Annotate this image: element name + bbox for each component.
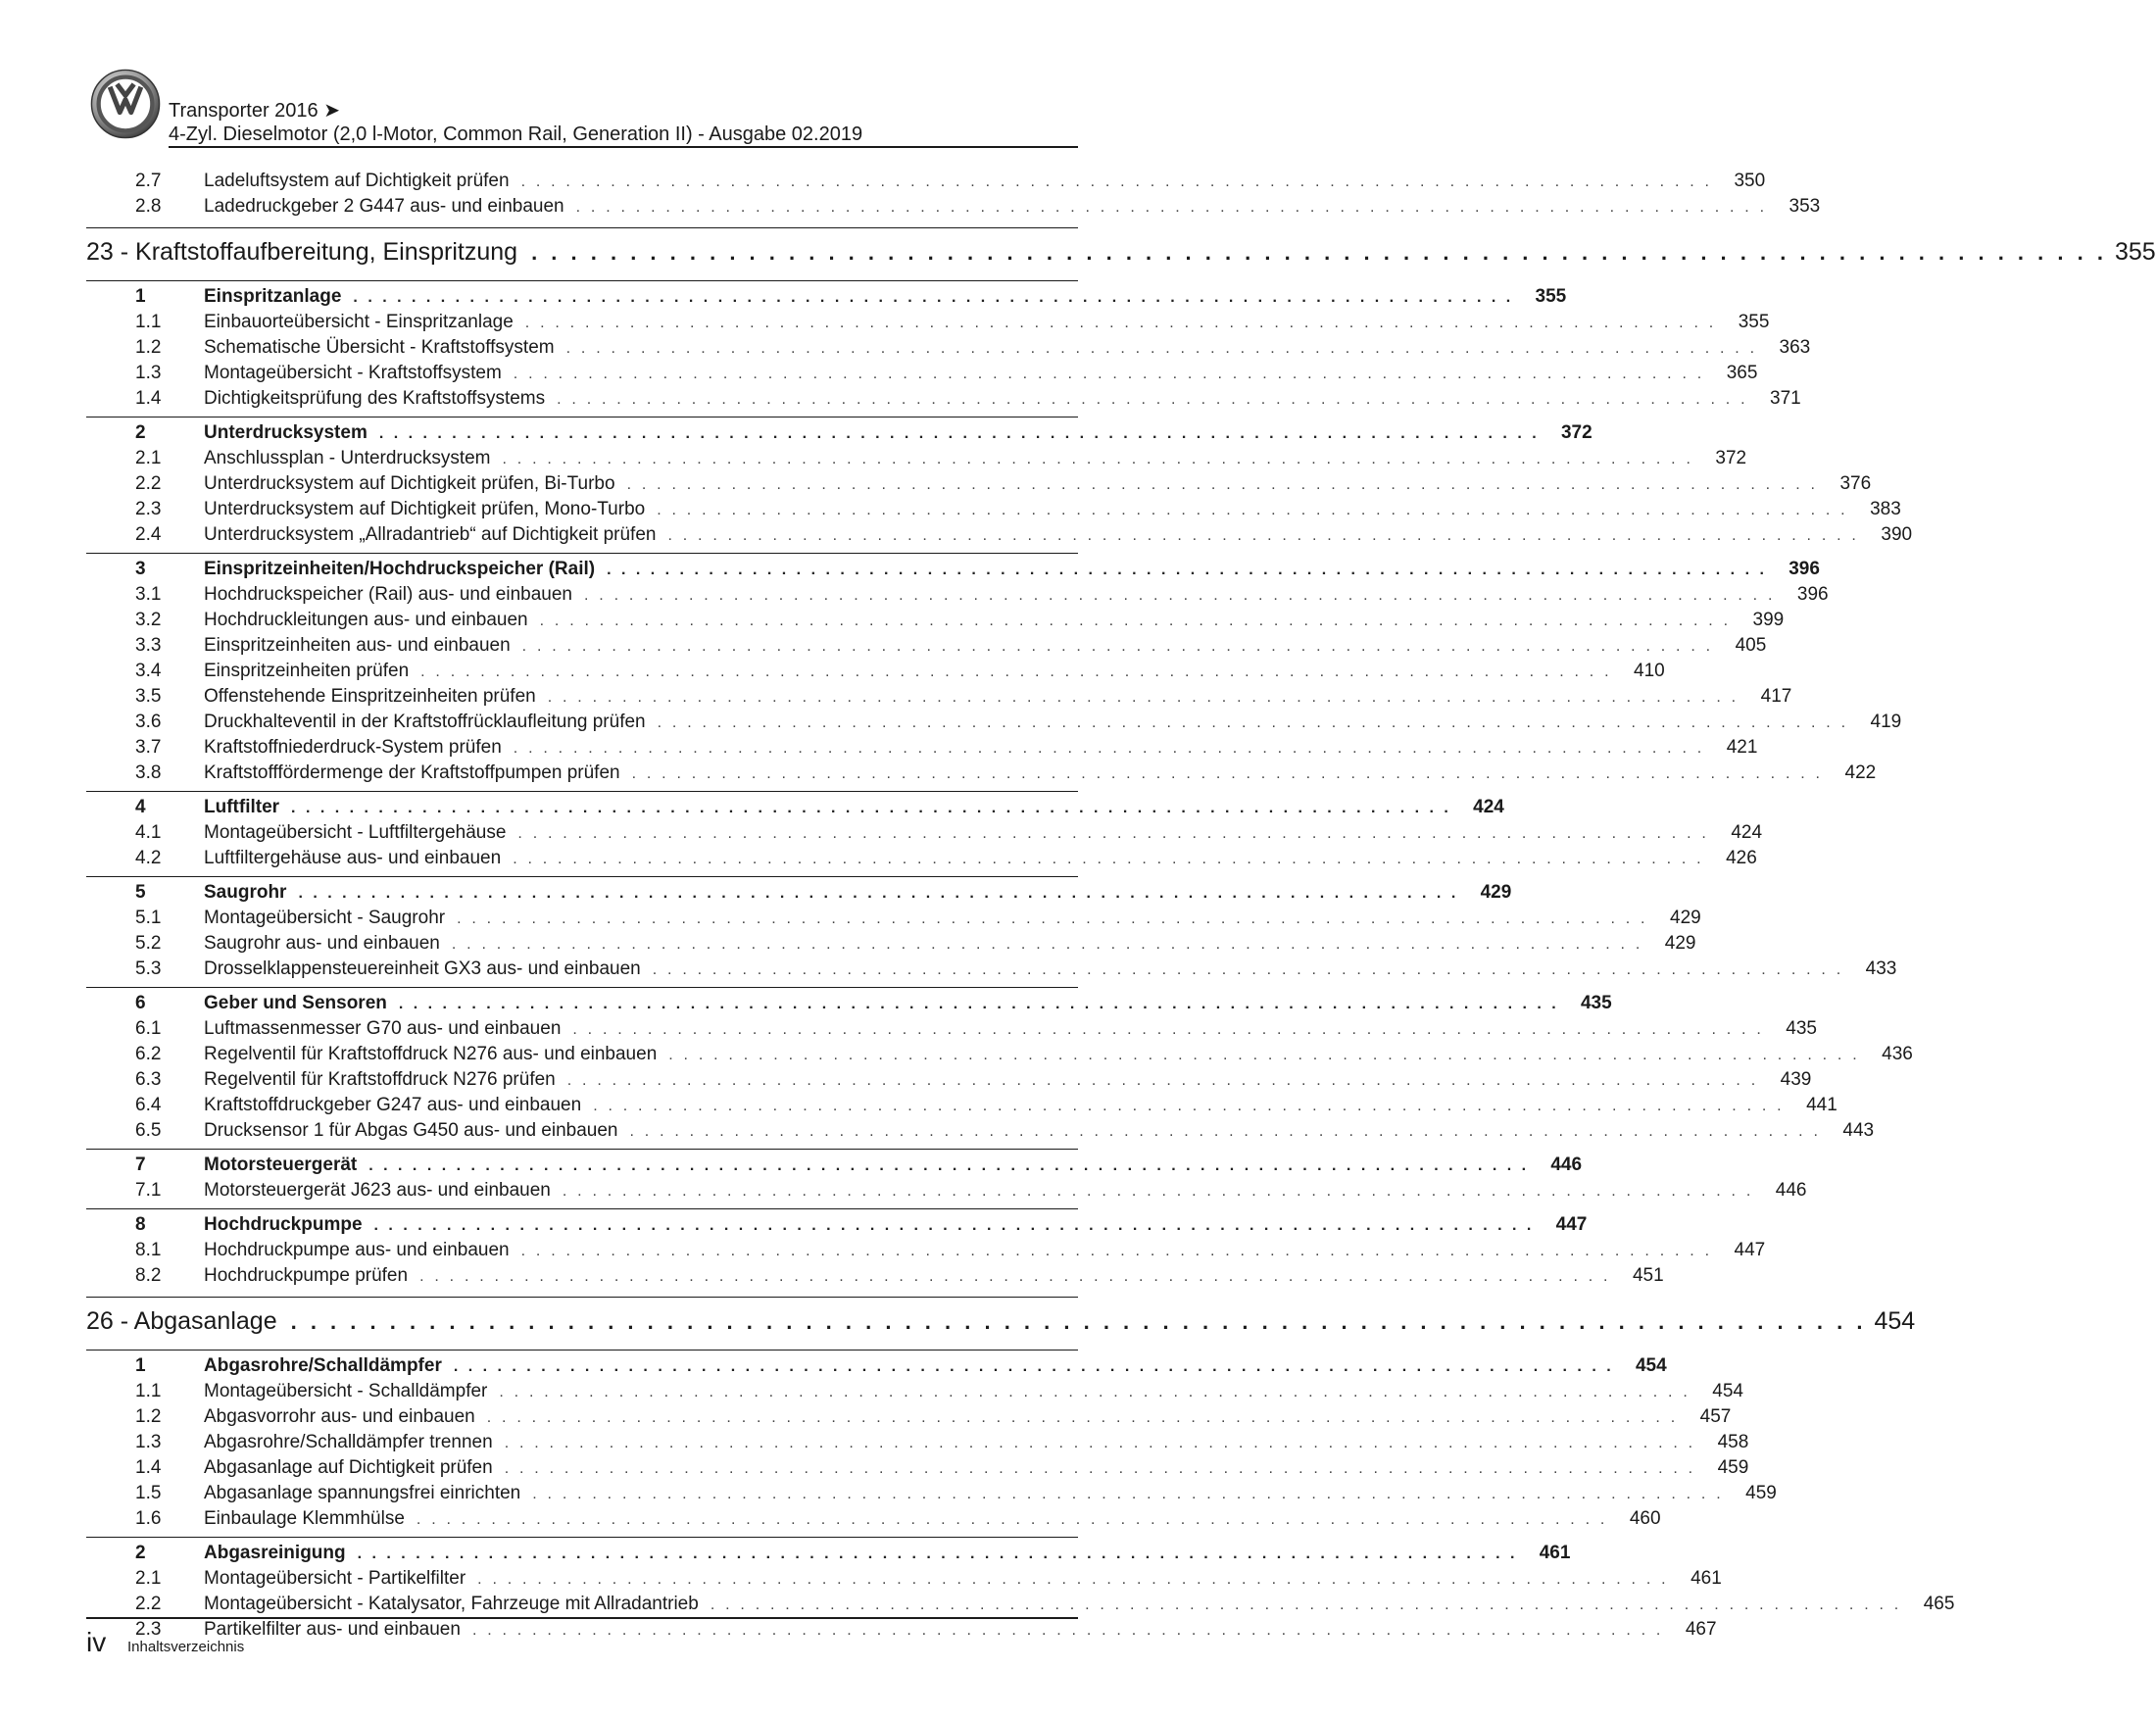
leader-dots: . . . . . . . . . . . . . . . . . . . . . . . . . . . . . . . . . . . . . . . . . . . . . . . . . . . . . . . . . . . . . . . . . . . . . . . . . . . . . . . . [513, 740, 1705, 757]
toc-item[interactable] [86, 957, 1897, 982]
entry-number: 1.2 [135, 1406, 162, 1427]
toc-item[interactable] [86, 659, 1665, 684]
toc-item[interactable] [86, 1455, 1749, 1481]
entry-title: Einspritzeinheiten prüfen [204, 661, 410, 681]
toc-section [86, 417, 1913, 548]
entry-page: 451 [1632, 1265, 1664, 1286]
toc-section [86, 1149, 1807, 1203]
entry-number: 2.8 [135, 196, 162, 217]
leader-dots: . . . . . . . . . . . . . . . . . . . . . . . . . . . . . . . . . . . . . . . . . . . . . . . . . . . . . . . . . . . . . . . . . . . . . . . . . . . . . . . . [521, 638, 1714, 655]
leader-dots: . . . . . . . . . . . . . . . . . . . . . . . . . . . . . . . . . . . . . . . . . . . . . . . . . . . . . . . . . . . . . . . . . . . . . . . . . . . . . . . . [416, 1511, 1608, 1528]
leader-dots: . . . . . . . . . . . . . . . . . . . . . . . . . . . . . . . . . . . . . . . . . . . . . . . . . . . . . . . . . . . . . . . . . . . . . . . . . . . . . . . . [572, 1021, 1764, 1038]
entry-page: 446 [1550, 1154, 1583, 1175]
leader-dots: . . . . . . . . . . . . . . . . . . . . . . . . . . . . . . . . . . . . . . . . . . . . . . . . . . . . . . . . . . . . . . . . . . . . . . . . . . . . . . . . [477, 1571, 1669, 1588]
entry-title: Drosselklappensteuereinheit GX3 aus- und einbauen [204, 958, 641, 979]
leader-dots: . . . . . . . . . . . . . . . . . . . . . . . . . . . . . . . . . . . . . . . . . . . . . . . . . . . . . . . . . . . . . . . . . . . . . . . . . . . . . . . . [547, 689, 1740, 706]
entry-title: Hochdruckpumpe aus- und einbauen [204, 1240, 510, 1260]
entry-page: 461 [1690, 1568, 1722, 1589]
entry-page: 465 [1923, 1594, 1955, 1614]
leader-dots: . . . . . . . . . . . . . . . . . . . . . . . . . . . . . . . . . . . . . . . . . . . . . . . . . . . . . . . . . . . . . . . . . . . . . . . . . . . . . . . . [504, 1435, 1696, 1451]
leader-dots: . . . . . . . . . . . . . . . . . . . . . . . . . . . . . . . . . . . . . . . . . . . . . . . . . . . . . . . . . . . . . . . . . . . . . . . . . . . . . . . . [520, 173, 1713, 190]
chapter-heading[interactable] [86, 1297, 1916, 1345]
entry-number: 5.3 [135, 958, 162, 979]
section-heading[interactable] [86, 795, 1504, 820]
leader-dots: . . . . . . . . . . . . . . . . . . . . . . . . . . . . . . . . . . . . . . . . . . . . . . . . . . . . . . . . . . . . . . . . . . . . . . . . . . . . . . . . [513, 366, 1705, 382]
entry-page: 353 [1788, 196, 1821, 217]
toc-item[interactable] [86, 735, 1758, 761]
entry-number: 2.3 [135, 499, 162, 519]
entry-number: 1.1 [135, 312, 162, 332]
leader-dots: . . . . . . . . . . . . . . . . . . . . . . . . . . . . . . . . . . . . . . . . . . . . . . . . . . . . . . . . . . . . . . . . . . . . . . . . . . . . . . . . [626, 476, 1819, 493]
footer-rule [86, 1617, 1078, 1619]
entry-number: 5.1 [135, 908, 162, 928]
entry-page: 467 [1685, 1619, 1717, 1640]
entry-title: Montageübersicht - Partikelfilter [204, 1568, 466, 1589]
toc-item[interactable] [86, 522, 1913, 548]
entry-title: Regelventil für Kraftstoffdruck N276 prüfen [204, 1069, 556, 1090]
entry-page: 454 [1635, 1355, 1667, 1376]
entry-title: Montageübersicht - Katalysator, Fahrzeuge mit Allradantrieb [204, 1594, 699, 1614]
leader-dots: . . . . . . . . . . . . . . . . . . . . . . . . . . . . . . . . . . . . . . . . . . . . . . . . . . . . . . . . . . . . . . . . . . . . . . . . . . . . . . . . [502, 451, 1694, 467]
section-heading[interactable] [86, 991, 1612, 1016]
toc-item[interactable] [86, 1263, 1664, 1289]
leader-dots: . . . . . . . . . . . . . . . . . . . . . . . . . . . . . . . . . . . . . . . . . . . . . . . . . . . . . . . . . . . . . . . . . . . . . . . . . . . . . . . . [583, 587, 1776, 604]
entry-page: 350 [1734, 171, 1766, 191]
toc-item[interactable] [86, 820, 1763, 846]
section-heading[interactable] [86, 1541, 1571, 1566]
leader-dots: . . . . . . . . . . . . . . . . . . . . . . . . . . . . . . . . . . . . . . . . . . . . . . . . . . . . . . . . . . . . . . . . . . . . . . . . . . . . . . . . [575, 199, 1768, 216]
entry-title: Luftmassenmesser G70 aus- und einbauen [204, 1018, 562, 1039]
entry-title: Einbauorteübersicht - Einspritzanlage [204, 312, 514, 332]
entry-number: 6.5 [135, 1120, 162, 1141]
entry-page: 405 [1735, 635, 1767, 656]
toc-item[interactable] [86, 582, 1829, 608]
leader-dots: . . . . . . . . . . . . . . . . . . . . . . . . . . . . . . . . . . . . . . . . . . . . . . . . . . . . . . . . . . . . . . . . . . . . . . . . . . . . . . . . [504, 1460, 1696, 1477]
entry-number: 1.4 [135, 388, 162, 409]
entry-page: 417 [1760, 686, 1792, 707]
toc-chapter [86, 1297, 1955, 1643]
entry-title: Saugrohr [204, 882, 287, 903]
leader-dots: . . . . . . . . . . . . . . . . . . . . . . . . . . . . . . . . . . . . . . . . . . . . . . . . . . . . . . . . . . . . . . . . . . . . . . . . . . . . . . . . [368, 1157, 1530, 1174]
toc-item[interactable] [86, 608, 1785, 633]
entry-number: 3.4 [135, 661, 162, 681]
toc-item[interactable] [86, 633, 1767, 659]
toc-section [86, 553, 1902, 786]
entry-title: Montageübersicht - Kraftstoffsystem [204, 363, 502, 383]
toc-item[interactable] [86, 361, 1758, 386]
chapter-heading[interactable] [86, 227, 2156, 275]
entry-title: Offenstehende Einspritzeinheiten prüfen [204, 686, 536, 707]
entry-number: 2.1 [135, 1568, 162, 1589]
toc-item[interactable] [86, 194, 1821, 220]
entry-page: 447 [1734, 1240, 1766, 1260]
leader-dots: . . . . . . . . . . . . . . . . . . . . . . . . . . . . . . . . . . . . . . . . . . . . . . . . . . . . . . . . . . . . . . . . . . . . . . . . . . . . . . . . [486, 1409, 1679, 1426]
entry-page: 426 [1726, 848, 1757, 868]
entry-page: 435 [1580, 993, 1612, 1013]
entry-number: 2.7 [135, 171, 162, 191]
toc-item[interactable] [86, 1592, 1955, 1617]
entry-number: 2 [135, 1543, 146, 1563]
entry-number: 6.2 [135, 1044, 162, 1064]
entry-number: 1.1 [135, 1381, 162, 1401]
toc-item[interactable] [86, 1506, 1661, 1532]
section-heading[interactable] [86, 1353, 1667, 1379]
entry-title: Einspritzanlage [204, 286, 342, 307]
entry-number: 1 [135, 1355, 146, 1376]
entry-page: 355 [1535, 286, 1567, 307]
entry-page: 422 [1844, 762, 1877, 783]
entry-number: 3.7 [135, 737, 162, 758]
entry-title: Abgasrohre/Schalldämpfer trennen [204, 1432, 493, 1452]
leader-dots: . . . . . . . . . . . . . . . . . . . . . . . . . . . . . . . . . . . . . . . . . . . . . . . . . . . . . . . . . . . . . . . . . . . . . . . . . . . . . . . . [353, 289, 1514, 306]
leader-dots: . . . . . . . . . . . . . . . . . . . . . . . . . . . . . . . . . . . . . . . . . . . . . . . . . . . . . . . . . . . . . . . . . . . . . . . . . . . . . . . . [420, 663, 1612, 680]
entry-title: Einspritzeinheiten aus- und einbauen [204, 635, 511, 656]
leader-dots: . . . . . . . . . . . . . . . . . . . . . . . . . . . . . . . . . . . . . . . . . . . . . . . . . . . . . . . . . . . . . . . . . . . . . . . . . . . . . . . . [517, 825, 1710, 842]
toc-item[interactable] [86, 386, 1801, 412]
leader-dots: . . . . . . . . . . . . . . . . . . . . . . . . . . . . . . . . . . . . . . . . . . . . . . . . . . . . . . . . . . . . . . . . . . . . . . . . . . . . . . . . [291, 800, 1451, 816]
toc-item[interactable] [86, 169, 1766, 194]
entry-page: 372 [1560, 422, 1592, 443]
header-rule [169, 146, 1078, 148]
entry-number: 8.1 [135, 1240, 162, 1260]
entry-page: 376 [1839, 473, 1872, 494]
toc-item[interactable] [86, 310, 1770, 335]
entry-title: Montageübersicht - Luftfiltergehäuse [204, 822, 507, 843]
entry-number: 3.1 [135, 584, 162, 605]
toc-item[interactable] [86, 1430, 1749, 1455]
entry-page: 390 [1881, 524, 1913, 545]
header-model: Transporter 2016 ➤ [169, 100, 340, 122]
entry-page: 371 [1770, 388, 1801, 409]
entry-title: Regelventil für Kraftstoffdruck N276 aus- und einbauen [204, 1044, 658, 1064]
entry-number: 4 [135, 797, 146, 817]
toc-item[interactable] [86, 1178, 1807, 1203]
leader-dots: . . . . . . . . . . . . . . . . . . . . . . . . . . . . . . . . . . . . . . . . . . . . . . . . . . . . . . . . . . . . . . . . . . . . . . . . . . . . . . . . [451, 936, 1643, 953]
entry-title: Abgasanlage spannungsfrei einrichten [204, 1483, 521, 1503]
entry-title: Anschlussplan - Unterdrucksystem [204, 448, 491, 468]
entry-page: 424 [1731, 822, 1763, 843]
leader-dots: . . . . . . . . . . . . . . . . . . . . . . . . . . . . . . . . . . . . . . . . . . . . . . . . . . . . . . . . . . . . . . . . . . . . . . . . . . . . . . . . [607, 562, 1767, 578]
entry-number: 3 [135, 559, 146, 579]
toc-section [86, 280, 1811, 412]
leader-dots: . . . . . . . . . . . . . . . . . . . . . . . . . . . . . . . . . . . . . . . . . . . . . . . . . . . . . . . . . . . . . . . . . . . . . . . . . . . . . . . . [629, 1123, 1822, 1140]
entry-number: 2.2 [135, 473, 162, 494]
entry-title: Hochdruckleitungen aus- und einbauen [204, 610, 528, 630]
entry-number: 8.2 [135, 1265, 162, 1286]
entry-number: 3.6 [135, 712, 162, 732]
entry-page: 396 [1788, 559, 1820, 579]
entry-title: Luftfiltergehäuse aus- und einbauen [204, 848, 502, 868]
toc-item[interactable] [86, 497, 1901, 522]
toc-item[interactable] [86, 1042, 1913, 1067]
entry-number: 1.5 [135, 1483, 162, 1503]
entry-title: Einspritzeinheiten/Hochdruckspeicher (Rail) [204, 559, 596, 579]
entry-page: 447 [1555, 1214, 1588, 1235]
toc-item[interactable] [86, 1481, 1777, 1506]
entry-page: 383 [1870, 499, 1901, 519]
toc-chapter [86, 227, 2156, 1289]
entry-page: 372 [1715, 448, 1747, 468]
vw-logo-icon [90, 69, 161, 139]
entry-title: Hochdruckspeicher (Rail) aus- und einbauen [204, 584, 572, 605]
toc-item[interactable] [86, 1067, 1812, 1093]
entry-title: Einbaulage Klemmhülse [204, 1508, 405, 1529]
leader-dots: . . . . . . . . . . . . . . . . . . . . . . . . . . . . . . . . . . . . . . . . . . . . . . . . . . . . . . . . . . . . . . . . . . . . . . . . . . . . . . . . [532, 1486, 1724, 1502]
leader-dots: . . . . . . . . . . . . . . . . . . . . . . . . . . . . . . . . . . . . . . . . . . . . . . . . . . . . . . . . . . . . . . . . . . . . . . . . . . . . . . . . [668, 1047, 1860, 1063]
toc-item[interactable] [86, 684, 1792, 710]
section-heading[interactable] [86, 1153, 1583, 1178]
leader-dots: . . . . . . . . . . . . . . . . . . . . . . . . . . . . . . . . . . . . . . . . . . . . . . . . . . . . . . . . . . . . . . . . . . . . . . . . . . . . . . . . [566, 1072, 1759, 1089]
entry-title: Hochdruckpumpe [204, 1214, 363, 1235]
entry-title: Geber und Sensoren [204, 993, 387, 1013]
entry-page: 459 [1717, 1457, 1749, 1478]
entry-title: Hochdruckpumpe prüfen [204, 1265, 409, 1286]
entry-number: 6.3 [135, 1069, 162, 1090]
toc-item[interactable] [86, 710, 1902, 735]
toc-item[interactable] [86, 1238, 1766, 1263]
entry-title: Kraftstoffniederdruck-System prüfen [204, 737, 502, 758]
entry-title: Abgasrohre/Schalldämpfer [204, 1355, 442, 1376]
entry-title: Kraftstofffördermenge der Kraftstoffpumpen prüfen [204, 762, 620, 783]
leader-dots: . . . . . . . . . . . . . . . . . . . . . . . . . . . . . . . . . . . . . . . . . . . . . . . . . . . . . . . . . . . . . . . . . . . . . . . . . . . . . . . . [710, 1596, 1902, 1613]
entry-title: Ladeluftsystem auf Dichtigkeit prüfen [204, 171, 510, 191]
section-heading[interactable] [86, 557, 1820, 582]
header-subtitle: 4-Zyl. Dieselmotor (2,0 l-Motor, Common Rail, Generation II) - Ausgabe 02.2019 [169, 123, 863, 145]
entry-page: 436 [1882, 1044, 1913, 1064]
entry-page: 433 [1865, 958, 1897, 979]
section-heading[interactable] [86, 1212, 1588, 1238]
entry-title: Unterdrucksystem „Allradantrieb“ auf Dichtigkeit prüfen [204, 524, 657, 545]
entry-title: Motorsteuergerät J623 aus- und einbauen [204, 1180, 551, 1201]
leader-dots: . . . . . . . . . . . . . . . . . . . . . . . . . . . . . . . . . . . . . . . . . . . . . . . . . . . . . . . . . . . . . . . . . . . . . . . . . . . . . . . . [357, 1546, 1518, 1562]
section-heading[interactable] [86, 420, 1592, 446]
entry-number: 3.5 [135, 686, 162, 707]
leader-dots: . . . . . . . . . . . . . . . . . . . . . . . . . . . . . . . . . . . . . . . . . . . . . . . . . . . . . . . . . . . . . . . . . . . . . . . . . . . . . . . . [298, 885, 1459, 902]
leader-dots: . . . . . . . . . . . . . . . . . . . . . . . . . . . . . . . . . . . . . . . . . . . . . . . . . . . . . . . . . . . . . . . . . . . . . . . . . . . . . . . . [565, 340, 1758, 357]
entry-title: Abgasvorrohr aus- und einbauen [204, 1406, 475, 1427]
leader-dots: . . . . . . . . . . . . . . . . . . . . . . . . . . . . . . . . . . . . . . . . . . . . . . . . . . . . . . . . . . . . . . . . . . . . . . . . . . . . . . . . [471, 1622, 1664, 1639]
entry-page: 459 [1745, 1483, 1777, 1503]
entry-page: 363 [1779, 337, 1811, 358]
entry-number: 1.3 [135, 1432, 162, 1452]
leader-dots: . . . . . . . . . . . . . . . . . . . . . . . . . . . . . . . . . . . . . . . . . . . . . . . . . . . . . . . . . . . . . . . . . . . . . . . . . . . . . . . . [657, 714, 1849, 731]
entry-number: 6.1 [135, 1018, 162, 1039]
entry-title: Dichtigkeitsprüfung des Kraftstoffsystems [204, 388, 546, 409]
entry-number: 1.2 [135, 337, 162, 358]
entry-title: Unterdrucksystem auf Dichtigkeit prüfen, Mono-Turbo [204, 499, 646, 519]
entry-number: 4.2 [135, 848, 162, 868]
entry-page: 443 [1842, 1120, 1875, 1141]
entry-page: 429 [1670, 908, 1701, 928]
leader-dots: . . . . . . . . . . . . . . . . . . . . . . . . . . . . . . . . . . . . . . . . . . . . . . . . . . . . . . . . . . . . . . . . . . . . . . . . . . . . . . . . [290, 1309, 1867, 1334]
entry-page: 461 [1539, 1543, 1571, 1563]
entry-number: 2.2 [135, 1594, 162, 1614]
toc-item[interactable] [86, 471, 1872, 497]
entry-title: Unterdrucksystem [204, 422, 368, 443]
leader-dots: . . . . . . . . . . . . . . . . . . . . . . . . . . . . . . . . . . . . . . . . . . . . . . . . . . . . . . . . . . . . . . . . . . . . . . . . . . . . . . . . [453, 1358, 1614, 1375]
entry-page: 439 [1780, 1069, 1812, 1090]
chapter-page: 454 [1874, 1307, 1916, 1335]
entry-title: Montageübersicht - Schalldämpfer [204, 1381, 488, 1401]
entry-title: Abgasanlage auf Dichtigkeit prüfen [204, 1457, 493, 1478]
toc-section [86, 1537, 1955, 1643]
entry-title: Unterdrucksystem auf Dichtigkeit prüfen, Bi-Turbo [204, 473, 615, 494]
toc-item[interactable] [86, 1404, 1732, 1430]
entry-page: 419 [1870, 712, 1902, 732]
entry-title: Ladedruckgeber 2 G447 aus- und einbauen [204, 196, 564, 217]
section-heading[interactable] [86, 284, 1567, 310]
entry-number: 6.4 [135, 1095, 162, 1115]
entry-number: 5 [135, 882, 146, 903]
entry-title: Kraftstoffdruckgeber G247 aus- und einbauen [204, 1095, 582, 1115]
toc-item[interactable] [86, 1016, 1817, 1042]
entry-page: 454 [1712, 1381, 1743, 1401]
entry-page: 429 [1664, 933, 1696, 954]
leader-dots: . . . . . . . . . . . . . . . . . . . . . . . . . . . . . . . . . . . . . . . . . . . . . . . . . . . . . . . . . . . . . . . . . . . . . . . . . . . . . . . . [531, 240, 2107, 265]
entry-page: 421 [1726, 737, 1758, 758]
entry-page: 410 [1634, 661, 1665, 681]
toc-section [86, 876, 1897, 982]
entry-number: 7.1 [135, 1180, 162, 1201]
entry-number: 8 [135, 1214, 146, 1235]
entry-title: Partikelfilter aus- und einbauen [204, 1619, 461, 1640]
entry-number: 1.6 [135, 1508, 162, 1529]
toc-item[interactable] [86, 335, 1811, 361]
entry-number: 2.3 [135, 1619, 162, 1640]
leader-dots: . . . . . . . . . . . . . . . . . . . . . . . . . . . . . . . . . . . . . . . . . . . . . . . . . . . . . . . . . . . . . . . . . . . . . . . . . . . . . . . . [539, 613, 1732, 629]
page-number: iv [86, 1627, 107, 1657]
entry-page: 458 [1717, 1432, 1749, 1452]
entry-page: 460 [1629, 1508, 1661, 1529]
entry-number: 2.1 [135, 448, 162, 468]
entry-number: 3.2 [135, 610, 162, 630]
leader-dots: . . . . . . . . . . . . . . . . . . . . . . . . . . . . . . . . . . . . . . . . . . . . . . . . . . . . . . . . . . . . . . . . . . . . . . . . . . . . . . . . [657, 502, 1848, 518]
toc-section [86, 987, 1913, 1144]
entry-page: 457 [1699, 1406, 1732, 1427]
toc-item[interactable] [86, 931, 1696, 957]
leader-dots: . . . . . . . . . . . . . . . . . . . . . . . . . . . . . . . . . . . . . . . . . . . . . . . . . . . . . . . . . . . . . . . . . . . . . . . . . . . . . . . . [398, 996, 1559, 1012]
entry-title: Motorsteuergerät [204, 1154, 358, 1175]
toc-item[interactable] [86, 1093, 1838, 1118]
entry-page: 399 [1752, 610, 1785, 630]
leader-dots: . . . . . . . . . . . . . . . . . . . . . . . . . . . . . . . . . . . . . . . . . . . . . . . . . . . . . . . . . . . . . . . . . . . . . . . . . . . . . . . . [562, 1183, 1754, 1200]
entry-page: 396 [1796, 584, 1829, 605]
toc-item[interactable] [86, 906, 1701, 931]
entry-number: 1.4 [135, 1457, 162, 1478]
leader-dots: . . . . . . . . . . . . . . . . . . . . . . . . . . . . . . . . . . . . . . . . . . . . . . . . . . . . . . . . . . . . . . . . . . . . . . . . . . . . . . . . [631, 765, 1824, 782]
entry-number: 5.2 [135, 933, 162, 954]
table-of-contents [86, 169, 2156, 1643]
leader-dots: . . . . . . . . . . . . . . . . . . . . . . . . . . . . . . . . . . . . . . . . . . . . . . . . . . . . . . . . . . . . . . . . . . . . . . . . . . . . . . . . [593, 1098, 1785, 1114]
leader-dots: . . . . . . . . . . . . . . . . . . . . . . . . . . . . . . . . . . . . . . . . . . . . . . . . . . . . . . . . . . . . . . . . . . . . . . . . . . . . . . . . [419, 1268, 1611, 1285]
leader-dots: . . . . . . . . . . . . . . . . . . . . . . . . . . . . . . . . . . . . . . . . . . . . . . . . . . . . . . . . . . . . . . . . . . . . . . . . . . . . . . . . [457, 910, 1648, 927]
entry-number: 6 [135, 993, 146, 1013]
entry-page: 355 [1738, 312, 1770, 332]
entry-title: Montageübersicht - Saugrohr [204, 908, 446, 928]
entry-number: 4.1 [135, 822, 162, 843]
toc-item[interactable] [86, 1379, 1743, 1404]
toc-item[interactable] [86, 446, 1747, 471]
entry-title: Saugrohr aus- und einbauen [204, 933, 440, 954]
toc-section [86, 1350, 1777, 1532]
section-heading[interactable] [86, 880, 1512, 906]
page-header [86, 65, 1078, 147]
leader-dots: . . . . . . . . . . . . . . . . . . . . . . . . . . . . . . . . . . . . . . . . . . . . . . . . . . . . . . . . . . . . . . . . . . . . . . . . . . . . . . . . [652, 961, 1844, 978]
entry-title: Schematische Übersicht - Kraftstoffsystem [204, 337, 555, 358]
entry-number: 3.3 [135, 635, 162, 656]
leader-dots: . . . . . . . . . . . . . . . . . . . . . . . . . . . . . . . . . . . . . . . . . . . . . . . . . . . . . . . . . . . . . . . . . . . . . . . . . . . . . . . . [513, 851, 1704, 867]
leader-dots: . . . . . . . . . . . . . . . . . . . . . . . . . . . . . . . . . . . . . . . . . . . . . . . . . . . . . . . . . . . . . . . . . . . . . . . . . . . . . . . . [524, 315, 1717, 331]
entry-number: 3.8 [135, 762, 162, 783]
toc-section [86, 791, 1763, 871]
entry-number: 7 [135, 1154, 146, 1175]
entry-page: 429 [1480, 882, 1512, 903]
entry-number: 1.3 [135, 363, 162, 383]
entry-number: 1 [135, 286, 146, 307]
leader-dots: . . . . . . . . . . . . . . . . . . . . . . . . . . . . . . . . . . . . . . . . . . . . . . . . . . . . . . . . . . . . . . . . . . . . . . . . . . . . . . . . [557, 391, 1748, 408]
entry-page: 424 [1473, 797, 1504, 817]
toc-item[interactable] [86, 846, 1757, 871]
leader-dots: . . . . . . . . . . . . . . . . . . . . . . . . . . . . . . . . . . . . . . . . . . . . . . . . . . . . . . . . . . . . . . . . . . . . . . . . . . . . . . . . [667, 527, 1860, 544]
leader-dots: . . . . . . . . . . . . . . . . . . . . . . . . . . . . . . . . . . . . . . . . . . . . . . . . . . . . . . . . . . . . . . . . . . . . . . . . . . . . . . . . [499, 1384, 1690, 1400]
entry-page: 435 [1786, 1018, 1817, 1039]
entry-number: 2.4 [135, 524, 162, 545]
toc-item[interactable] [86, 761, 1877, 786]
entry-title: Druckhalteventil in der Kraftstoffrücklaufleitung prüfen [204, 712, 646, 732]
entry-number: 2 [135, 422, 146, 443]
entry-title: Luftfilter [204, 797, 280, 817]
entry-page: 446 [1775, 1180, 1807, 1201]
entry-page: 365 [1726, 363, 1758, 383]
toc-section [86, 1208, 1766, 1289]
footer-label: Inhaltsverzeichnis [127, 1639, 245, 1655]
leader-dots: . . . . . . . . . . . . . . . . . . . . . . . . . . . . . . . . . . . . . . . . . . . . . . . . . . . . . . . . . . . . . . . . . . . . . . . . . . . . . . . . [373, 1217, 1535, 1234]
chapter-page: 355 [2114, 238, 2156, 266]
toc-item[interactable] [86, 1118, 1875, 1144]
leader-dots: . . . . . . . . . . . . . . . . . . . . . . . . . . . . . . . . . . . . . . . . . . . . . . . . . . . . . . . . . . . . . . . . . . . . . . . . . . . . . . . . [520, 1243, 1713, 1259]
chapter-title: 26 - Abgasanlage [86, 1307, 277, 1335]
entry-title: Drucksensor 1 für Abgas G450 aus- und einbauen [204, 1120, 618, 1141]
entry-page: 441 [1806, 1095, 1838, 1115]
entry-title: Abgasreinigung [204, 1543, 346, 1563]
chapter-title: 23 - Kraftstoffaufbereitung, Einspritzung [86, 238, 518, 266]
toc-item[interactable] [86, 1566, 1722, 1592]
leader-dots: . . . . . . . . . . . . . . . . . . . . . . . . . . . . . . . . . . . . . . . . . . . . . . . . . . . . . . . . . . . . . . . . . . . . . . . . . . . . . . . . [378, 425, 1540, 442]
